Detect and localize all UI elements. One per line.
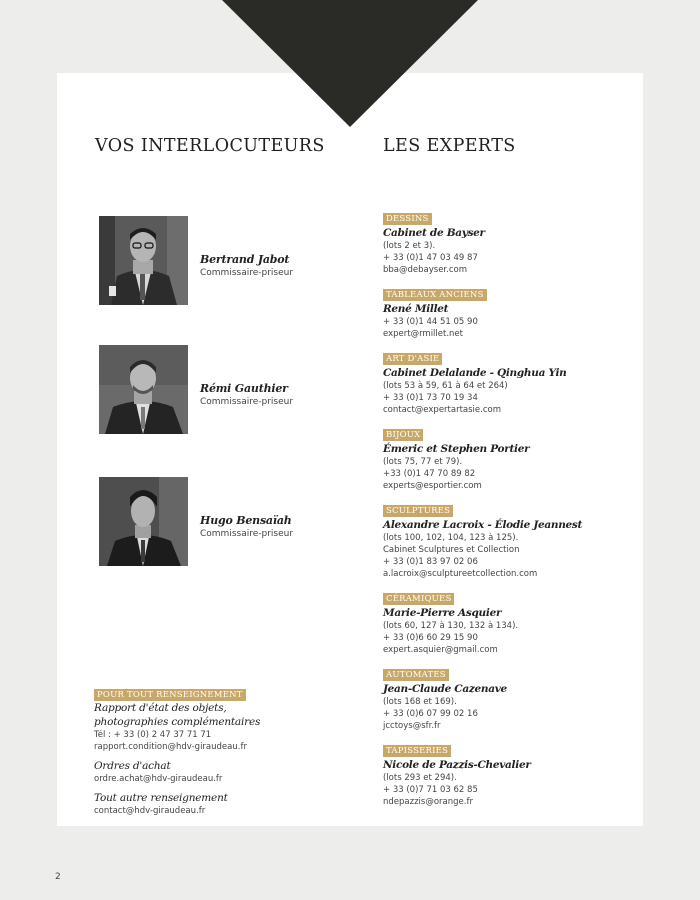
- expert-name: Marie-Pierre Asquier: [383, 607, 502, 619]
- expert-name: Jean-Claude Cazenave: [383, 683, 507, 695]
- decorative-triangle: [222, 0, 478, 127]
- person-name: Hugo Bensaïah: [200, 514, 292, 527]
- person-role: Commissaire-priseur: [200, 529, 294, 539]
- info-email: rapport.condition@hdv-giraudeau.fr: [94, 742, 247, 752]
- expert-name: Cabinet Delalande - Qinghua Yin: [383, 367, 567, 379]
- category-badge: BIJOUX: [383, 429, 423, 441]
- category-badge: AUTOMATES: [383, 669, 449, 681]
- person-name: Rémi Gauthier: [200, 382, 288, 395]
- heading-experts: LES EXPERTS: [383, 136, 516, 156]
- expert-lots: (lots 53 à 59, 61 à 64 et 264): [383, 381, 508, 391]
- expert-lots: (lots 75, 77 et 79).: [383, 457, 463, 467]
- experts-list: [383, 206, 633, 814]
- expert-email: a.lacroix@sculptureetcollection.com: [383, 569, 538, 579]
- category-badge: SCULPTURES: [383, 505, 453, 517]
- info-badge: POUR TOUT RENSEIGNEMENT: [94, 689, 246, 701]
- expert-phone: + 33 (0)1 47 03 49 87: [383, 253, 478, 263]
- expert-email: expert.asquier@gmail.com: [383, 645, 498, 655]
- category-badge: TABLEAUX ANCIENS: [383, 289, 487, 301]
- info-email: ordre.achat@hdv-giraudeau.fr: [94, 774, 223, 784]
- expert-entry: [383, 282, 633, 340]
- page-number: 2: [55, 872, 61, 882]
- portrait-photo: [99, 216, 188, 305]
- expert-lots: (lots 60, 127 à 130, 132 à 134).: [383, 621, 519, 631]
- expert-email: experts@esportier.com: [383, 481, 482, 491]
- expert-lots: (lots 293 et 294).: [383, 773, 457, 783]
- expert-email: bba@debayser.com: [383, 265, 467, 275]
- expert-name: Émeric et Stephen Portier: [383, 443, 530, 455]
- expert-entry: [383, 662, 633, 732]
- expert-phone: + 33 (0)7 71 03 62 85: [383, 785, 478, 795]
- expert-name: Alexandre Lacroix - Élodie Jeannest: [383, 519, 583, 531]
- info-title: Tout autre renseignement: [94, 792, 228, 804]
- expert-phone: + 33 (0)6 60 29 15 90: [383, 633, 478, 643]
- info-email: contact@hdv-giraudeau.fr: [94, 806, 206, 816]
- expert-entry: [383, 422, 633, 492]
- expert-cabinet: Cabinet Sculptures et Collection: [383, 545, 520, 555]
- expert-lots: (lots 168 et 169).: [383, 697, 457, 707]
- person-role: Commissaire-priseur: [200, 268, 294, 278]
- expert-lots: (lots 2 et 3).: [383, 241, 436, 251]
- expert-phone: + 33 (0)1 73 70 19 34: [383, 393, 478, 403]
- expert-email: contact@expertartasie.com: [383, 405, 501, 415]
- category-badge: DESSINS: [383, 213, 432, 225]
- expert-name: Nicole de Pazzis-Chevalier: [383, 759, 531, 771]
- expert-email: jcctoys@sfr.fr: [383, 721, 441, 731]
- person-role: Commissaire-priseur: [200, 397, 294, 407]
- portrait-photo: [99, 345, 188, 434]
- category-badge: TAPISSERIES: [383, 745, 451, 757]
- expert-entry: [383, 206, 633, 276]
- expert-phone: + 33 (0)1 83 97 02 06: [383, 557, 478, 567]
- expert-email: expert@rmillet.net: [383, 329, 463, 339]
- expert-email: ndepazzis@orange.fr: [383, 797, 473, 807]
- category-badge: ART D'ASIE: [383, 353, 442, 365]
- heading-interlocuteurs: VOS INTERLOCUTEURS: [95, 136, 325, 156]
- expert-phone: + 33 (0)1 44 51 05 90: [383, 317, 478, 327]
- expert-phone: + 33 (0)6 07 99 02 16: [383, 709, 478, 719]
- info-phone: Tél : + 33 (0) 2 47 37 71 71: [94, 730, 212, 740]
- person-name: Bertrand Jabot: [200, 253, 290, 266]
- info-title: photographies complémentaires: [94, 716, 261, 728]
- category-badge: CÉRAMIQUES: [383, 593, 454, 605]
- expert-name: Cabinet de Bayser: [383, 227, 485, 239]
- info-title: Ordres d'achat: [94, 760, 171, 772]
- expert-name: René Millet: [383, 303, 449, 315]
- expert-entry: [383, 738, 633, 808]
- portrait-photo: [99, 477, 188, 566]
- expert-entry: [383, 498, 633, 580]
- info-block: [94, 682, 364, 817]
- expert-entry: [383, 586, 633, 656]
- expert-phone: +33 (0)1 47 70 89 82: [383, 469, 476, 479]
- expert-lots: (lots 100, 102, 104, 123 à 125).: [383, 533, 519, 543]
- expert-entry: [383, 346, 633, 416]
- info-title: Rapport d'état des objets,: [94, 702, 227, 714]
